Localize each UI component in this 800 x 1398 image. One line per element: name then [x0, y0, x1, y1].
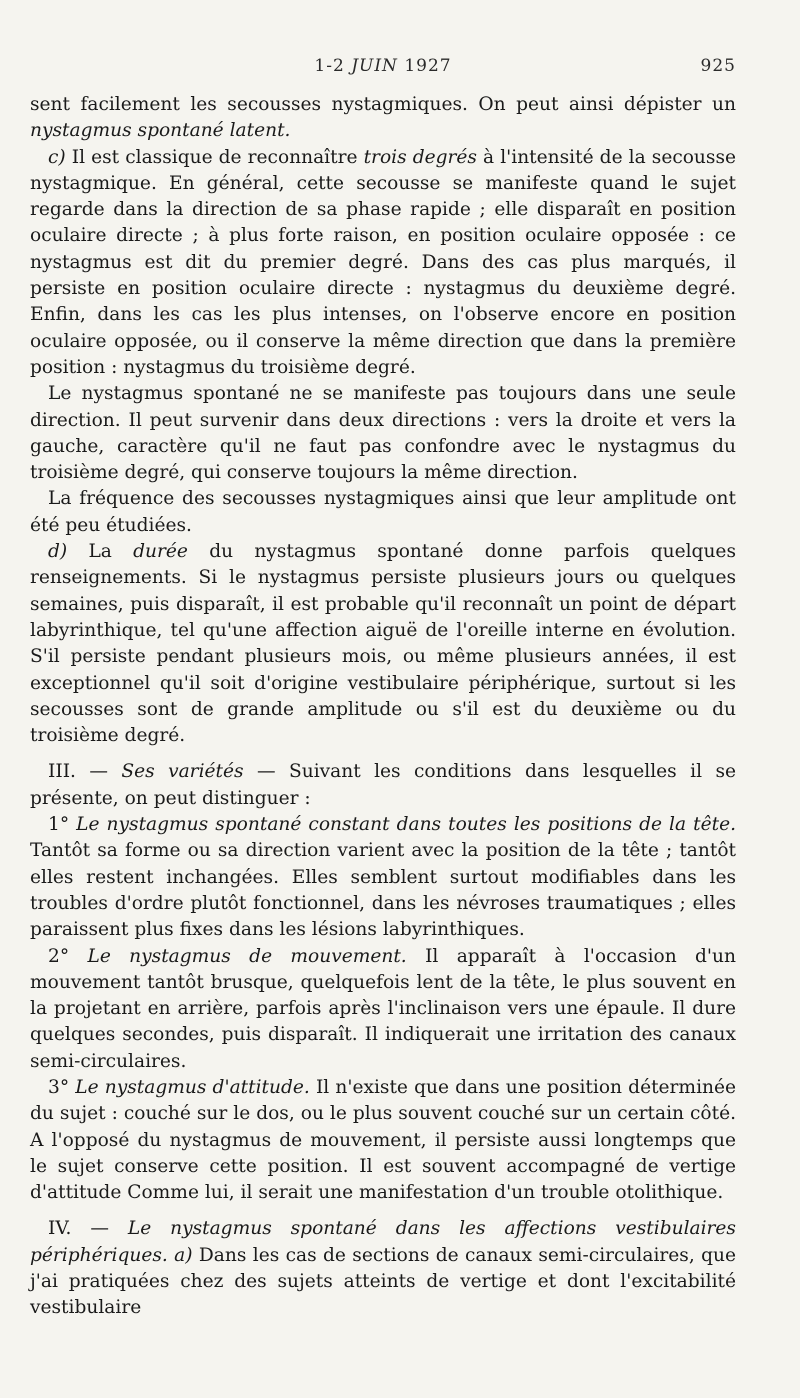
text-run: Il apparaît à l'occasion d'un mouvement tantôt brusque, quelquefois lent de la tête, le plus souvent en la projetant en arrière, parfois après l'inclinaison vers une épaule. Il dure quelques secondes, puis disparaît. Il indiquerait une irritation des canaux semi-circulaires. — [30, 945, 736, 1072]
italic-text: Le nystagmus spontané constant dans toutes les positions de la tête. — [76, 814, 736, 836]
section-gap — [30, 749, 736, 759]
page-number: 925 — [700, 56, 736, 76]
header-year: 1927 — [397, 56, 452, 76]
text-run: III. — — [48, 761, 122, 783]
paragraph — [30, 944, 736, 1075]
paragraph — [30, 92, 736, 145]
italic-text: a) — [174, 1244, 193, 1266]
paragraph — [30, 145, 736, 382]
text-run: Tantôt sa forme ou sa direction varient avec la position de la tête ; tantôt elles restent inchangées. Elles semblent surtout modifiables dans les troubles d'ordre plutôt fonctionnel, dans les névroses traumatiques ; elles paraissent plus fixes dans les lésions labyrinthiques. — [30, 840, 736, 941]
text-run: 1° — [48, 814, 77, 836]
paragraph — [30, 1075, 736, 1206]
text-run: IV. — — [48, 1218, 128, 1240]
text-run: Le nystagmus spontané ne se manifeste pas toujours dans une seule direction. Il peut survenir dans deux directions : vers la droite et vers la gauche, caractère qu'il ne faut pas confondre avec le nystagmus du troisième degré, qui conserve toujours la même direction. — [30, 383, 736, 484]
paragraph — [30, 759, 736, 812]
italic-text: nystagmus spontané latent. — [30, 120, 291, 142]
italic-text: c) — [48, 146, 66, 168]
text-run: La fréquence des secousses nystagmiques ainsi que leur amplitude ont été peu étudiées. — [30, 488, 736, 536]
italic-text: d) — [48, 541, 68, 563]
header-date — [30, 56, 736, 76]
paragraph — [30, 381, 736, 486]
text-run: 3° — [48, 1076, 76, 1098]
paragraph — [30, 1216, 736, 1321]
paragraph — [30, 539, 736, 749]
paragraph — [30, 486, 736, 539]
italic-text: Ses variétés — [121, 761, 244, 783]
text-run: 2° — [48, 945, 88, 967]
italic-text: trois degrés — [363, 146, 477, 168]
paragraph — [30, 812, 736, 943]
text-run: Il est classique de reconnaître — [65, 146, 364, 168]
italic-text: Le nystagmus spontané dans les affections vestibulaires périphériques. — [30, 1218, 736, 1266]
text-run: du nystagmus spontané donne parfois quelques renseignements. Si le nystagmus persiste plusieurs jours ou quelques semaines, puis disparaît, il est probable qu'il reconnaît un point de départ labyrinthique, tel qu'une affection aiguë de l'oreille interne en évolution. S'il persiste pendant plusieurs mois, ou même plusieurs années, il est exceptionnel qu'il soit d'origine vestibulaire périphérique, surtout si les secousses sont de grande amplitude ou s'il est du deuxième ou du troisième degré. — [30, 541, 736, 747]
header-month: JUIN — [351, 56, 398, 76]
text-run: Il n'existe que dans une position déterminée du sujet : couché sur le dos, ou le plus souvent couché sur un certain côté. A l'opposé du nystagmus de mouvement, il persiste aussi longtemps que le sujet conserve cette position. Il est souvent accompagné de vertige d'attitude Comme lui, il serait une manifestation d'un trouble otolithique. — [30, 1076, 736, 1204]
body-text — [30, 92, 736, 1322]
running-head — [30, 56, 736, 80]
text-run: sent facilement les secousses nystagmiques. On peut ainsi dépister un — [30, 94, 736, 115]
text-run: à l'intensité de la secousse nystagmique. En général, cette secousse se manifeste quand le sujet regarde dans la direction de sa phase rapide ; elle disparaît en position oculaire directe ; à plus forte raison, en position oculaire opposée : ce nystagmus est dit du premier degré. Dans des cas plus marqués, il persiste en position oculaire directe : nystagmus du deuxième degré. Enfin, dans les cas les plus intenses, on l'observe encore en position oculaire opposée, ou il conserve la même direction que dans la première position : nystagmus du troisième degré. — [30, 146, 736, 378]
italic-text: Le nystagmus de mouvement. — [87, 945, 407, 967]
text-run: — Suivant les conditions dans lesquelles il se présente, on peut distinguer : — [30, 761, 737, 809]
section-gap — [30, 1206, 736, 1216]
italic-text: Le nystagmus d'attitude. — [75, 1076, 310, 1098]
text-run: La — [67, 541, 134, 563]
text-run: Dans les cas de sections de canaux semi-circulaires, que j'ai pratiquées chez des sujets atteints de vertige et dont l'excitabilité vestibulaire — [30, 1244, 736, 1319]
italic-text: durée — [133, 541, 188, 563]
header-date-prefix: 1-2 — [314, 56, 352, 76]
